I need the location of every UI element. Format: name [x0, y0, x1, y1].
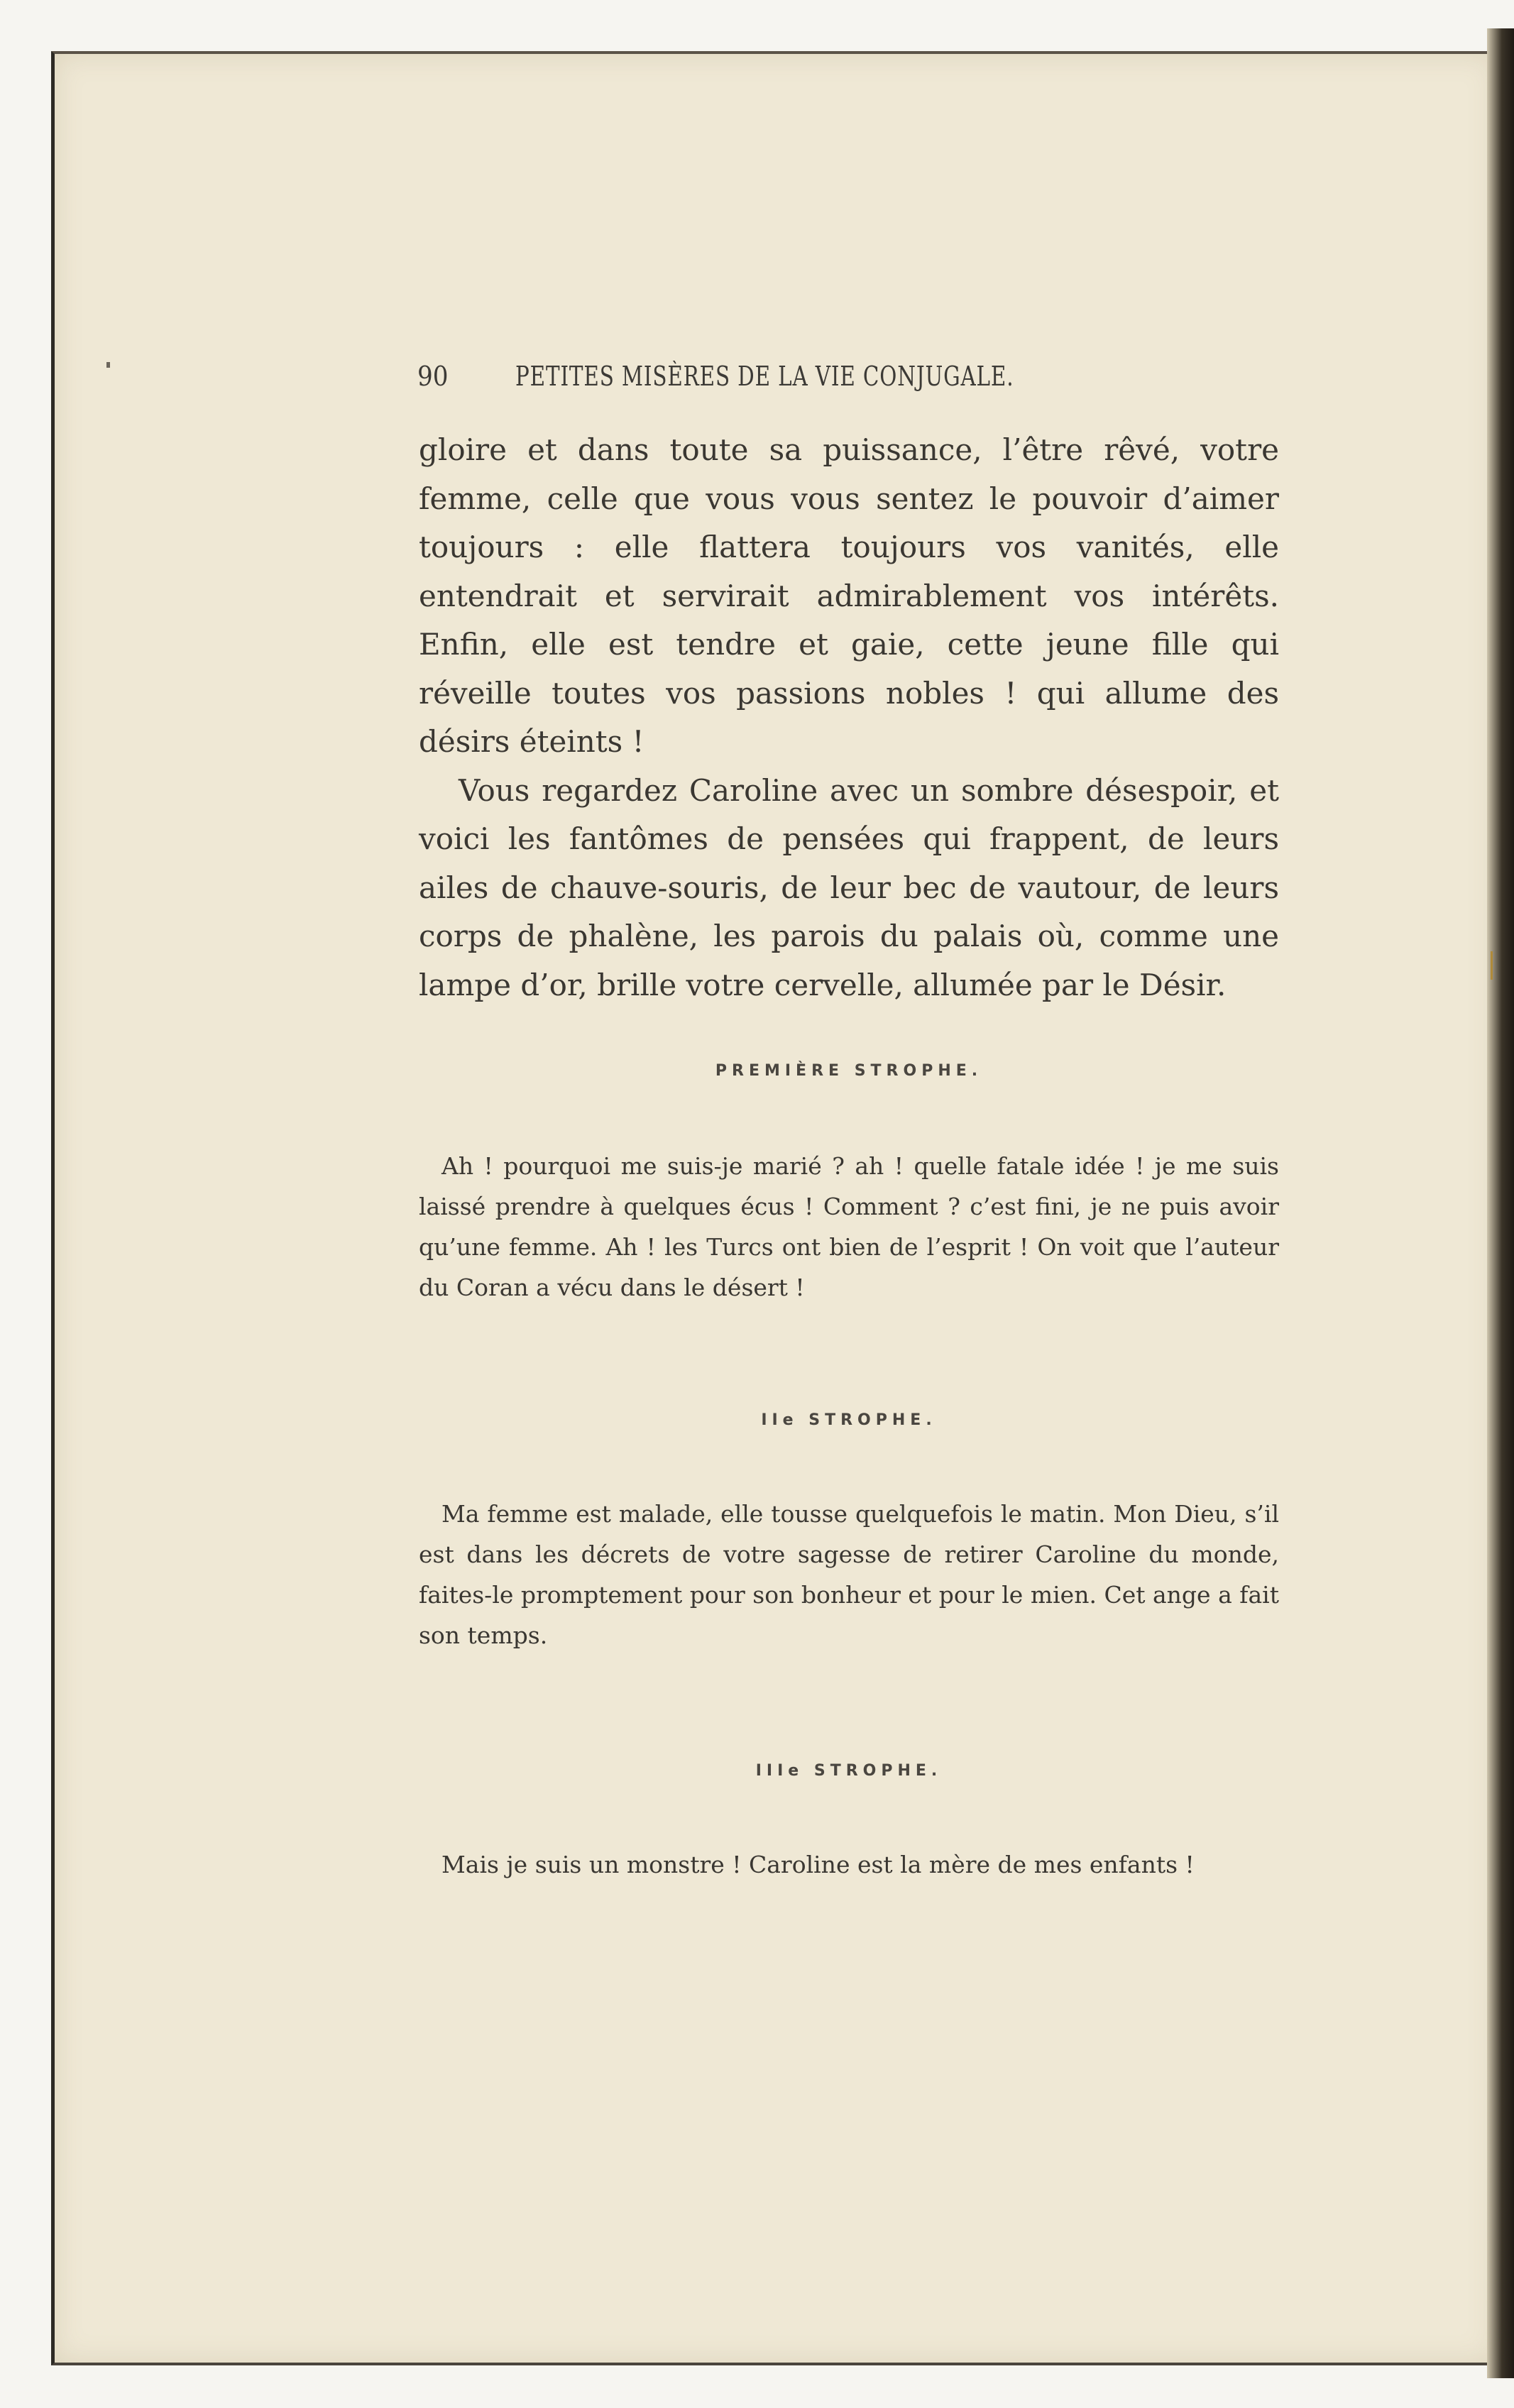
strophe-text: Mais je suis un monstre ! Caroline est la mère de mes enfants !	[441, 1851, 1195, 1878]
paragraph: Vous regardez Caroline avec un sombre désespoir, et voici les fantômes de pensées qui frappent, de leurs ailes de chauve-souris, de leur bec de vautour, de leurs corps de phalène, les parois du palais où, comme une lampe d’or, brille votre cervelle, allumée par le Désir.	[419, 772, 1279, 1002]
body-text	[419, 426, 1279, 1009]
ink-speck	[1491, 951, 1493, 980]
running-title: PETITES MISÈRES DE LA VIE CONJUGALE.	[515, 361, 1014, 392]
strophe-heading: IIIe STROPHE.	[755, 1762, 943, 1780]
strophe-heading: PREMIÈRE STROPHE.	[715, 1062, 983, 1080]
page-edge	[1487, 28, 1514, 2378]
running-head	[417, 361, 1290, 403]
ink-speck	[106, 362, 110, 368]
page-number: 90	[417, 361, 449, 392]
strophe-heading: IIe STROPHE.	[761, 1411, 937, 1429]
strophe-text: Ah ! pourquoi me suis-je marié ? ah ! quelle fatale idée ! je me suis laissé prendre à quelques écus ! Comment ? c’est fini, je ne puis avoir qu’une femme. Ah ! les Turcs ont bien de l’esprit ! On voit que l’auteur du Coran a vécu dans le désert !	[419, 1152, 1279, 1301]
paragraph: gloire et dans toute sa puissance, l’être rêvé, votre femme, celle que vous vous sentez le pouvoir d’aimer toujours : elle flattera toujours vos vanités, elle entendrait et servirait admirablement vos intérêts. Enfin, elle est tendre et gaie, cette jeune fille qui réveille toutes vos passions nobles ! qui allume des désirs éteints !	[419, 432, 1279, 759]
strophe-text: Ma femme est malade, elle tousse quelquefois le matin. Mon Dieu, s’il est dans les décrets de votre sagesse de retirer Caroline du monde, faites-le promptement pour son bonheur et pour le mien. Cet ange a fait son temps.	[419, 1500, 1279, 1649]
